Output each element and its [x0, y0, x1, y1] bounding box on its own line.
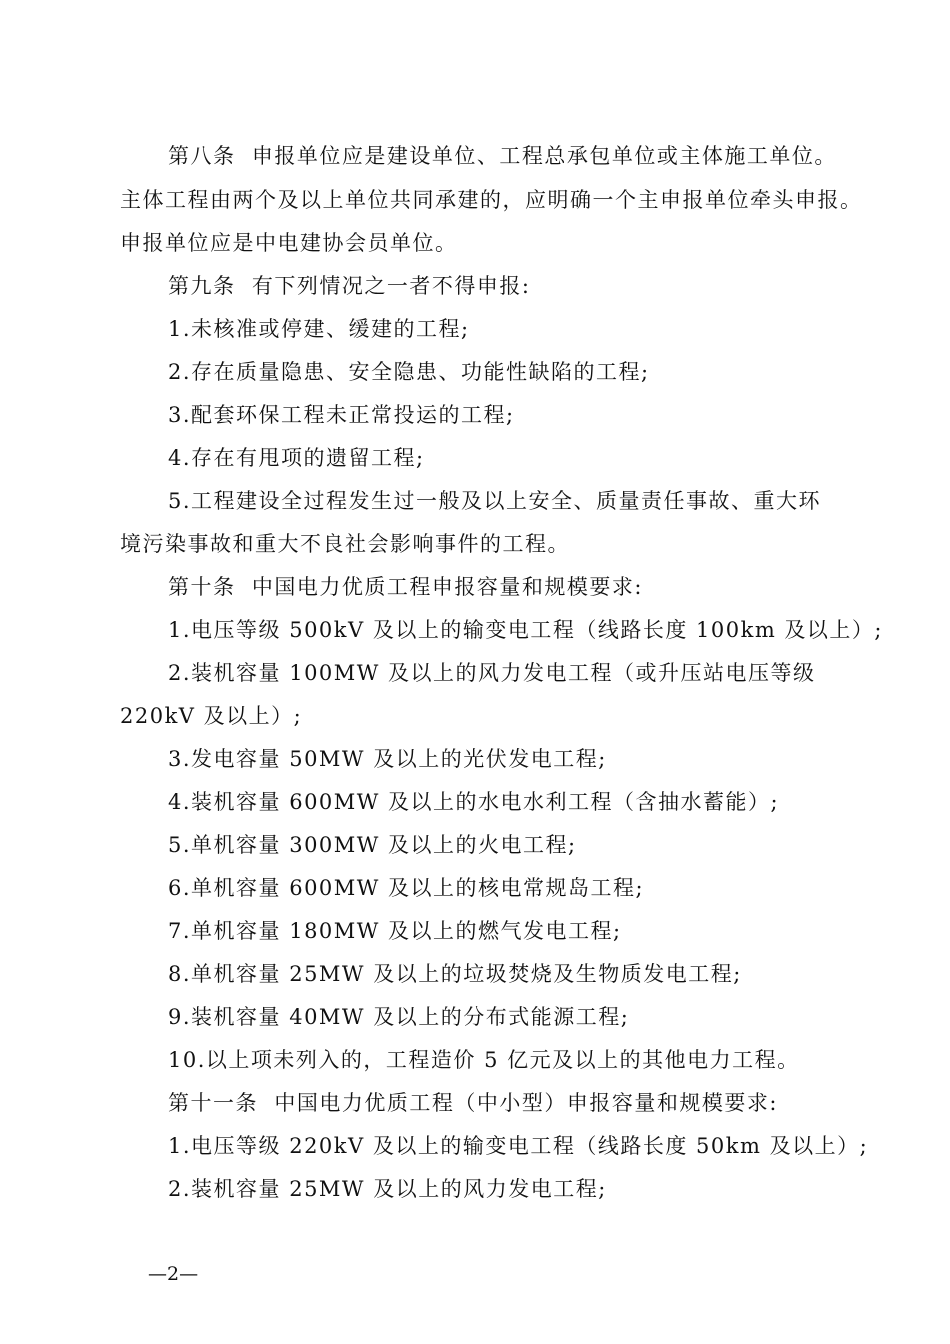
- list-item-continuation: 境污染事故和重大不良社会影响事件的工程。: [120, 532, 570, 556]
- list-item: 5.单机容量 300MW 及以上的火电工程;: [168, 833, 577, 857]
- list-item: 1.电压等级 220kV 及以上的输变电工程（线路长度 50km 及以上）;: [168, 1134, 869, 1158]
- list-item: 5.工程建设全过程发生过一般及以上安全、质量责任事故、重大环: [168, 489, 822, 513]
- paragraph-line: 第十一条 中国电力优质工程（中小型）申报容量和规模要求:: [168, 1091, 778, 1115]
- list-item: 1.电压等级 500kV 及以上的输变电工程（线路长度 100km 及以上）;: [168, 618, 884, 642]
- list-item: 10.以上项未列入的，工程造价 5 亿元及以上的其他电力工程。: [168, 1048, 800, 1072]
- list-item: 2.装机容量 100MW 及以上的风力发电工程（或升压站电压等级: [168, 661, 816, 685]
- paragraph-line: 第九条 有下列情况之一者不得申报:: [168, 274, 531, 298]
- list-item: 2.装机容量 25MW 及以上的风力发电工程;: [168, 1177, 607, 1201]
- list-item-continuation: 220kV 及以上）;: [120, 704, 303, 728]
- list-item: 4.装机容量 600MW 及以上的水电水利工程（含抽水蓄能）;: [168, 790, 780, 814]
- list-item: 1.未核准或停建、缓建的工程;: [168, 317, 470, 341]
- list-item: 3.配套环保工程未正常投运的工程;: [168, 403, 515, 427]
- list-item: 2.存在质量隐患、安全隐患、功能性缺陷的工程;: [168, 360, 650, 384]
- list-item: 8.单机容量 25MW 及以上的垃圾焚烧及生物质发电工程;: [168, 962, 742, 986]
- list-item: 9.装机容量 40MW 及以上的分布式能源工程;: [168, 1005, 630, 1029]
- paragraph-line: 第十条 中国电力优质工程申报容量和规模要求:: [168, 575, 643, 599]
- paragraph-line: 主体工程由两个及以上单位共同承建的，应明确一个主申报单位牵头申报。: [120, 188, 863, 212]
- list-item: 7.单机容量 180MW 及以上的燃气发电工程;: [168, 919, 622, 943]
- list-item: 4.存在有甩项的遗留工程;: [168, 446, 425, 470]
- page-number: —2—: [148, 1263, 199, 1285]
- paragraph-line: 第八条 申报单位应是建设单位、工程总承包单位或主体施工单位。: [168, 144, 837, 168]
- list-item: 3.发电容量 50MW 及以上的光伏发电工程;: [168, 747, 607, 771]
- list-item: 6.单机容量 600MW 及以上的核电常规岛工程;: [168, 876, 645, 900]
- paragraph-line: 申报单位应是中电建协会员单位。: [120, 231, 458, 255]
